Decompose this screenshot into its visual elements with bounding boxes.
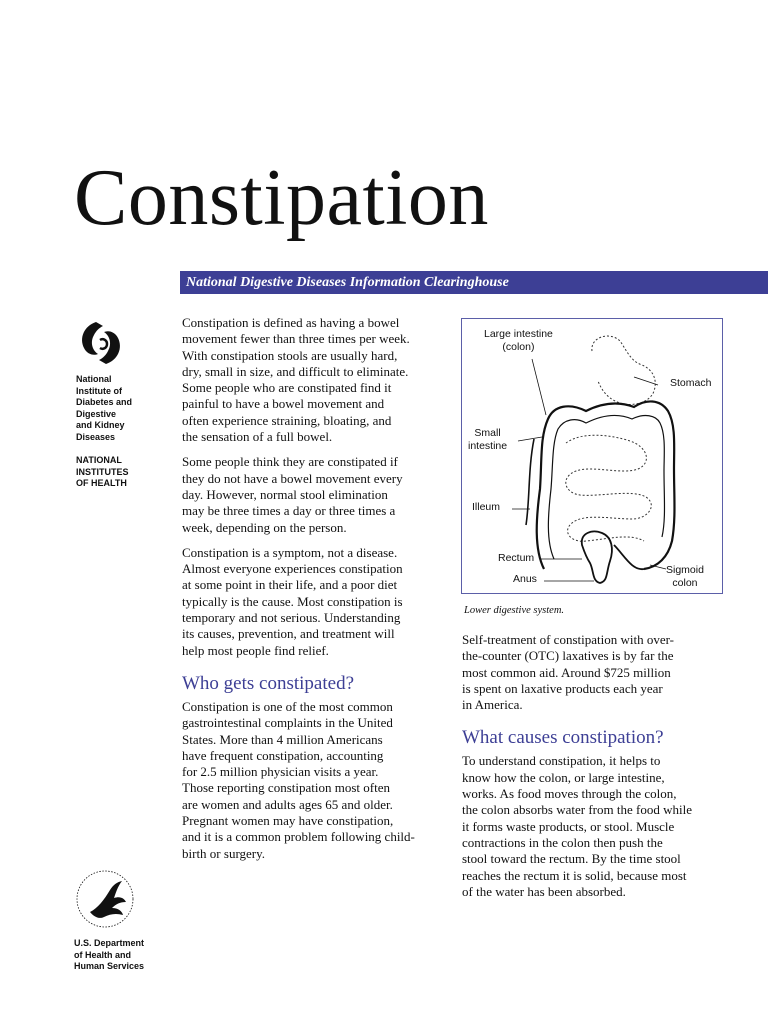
figure-caption: Lower digestive system. [464,605,565,616]
small-intestine-loops [566,435,651,541]
label-rectum: Rectum [498,552,535,564]
what-causes-text: To understand constipation, it helps to know how the colon, or large intestine, works. As food moves through the colon, the colon absorbs water from the food while it forms waste products, or stool. Muscle contractions in the colon then push the stool toward the rectum. By the time stool reaches the rectum it is solid, because most of the water has been absorbed. [462,753,692,899]
hhs-eagle-seal-icon [74,868,136,930]
sidebar-hhs [74,868,169,973]
rectum-outline [582,532,612,584]
label-sigmoid-colon: Sigmoid colon [666,564,704,589]
who-gets-constipated-heading: Who gets constipated? [182,672,355,694]
stomach-outline [592,336,655,404]
label-stomach: Stomach [670,377,712,389]
main-column-right [462,632,732,909]
nih-name: NATIONAL INSTITUTES OF HEALTH [76,455,129,488]
what-causes-heading: What causes constipation? [462,727,664,749]
intro-paragraph-2: Some people think they are constipated if they do not have a bowel movement every day. However, normal stool elimination may be three times a day or three times a week, depending on the person. [182,454,403,535]
who-gets-constipated-text: Constipation is one of the most common gastrointestinal complaints in the United States. More than 4 million Americans have frequent constipation, accounting for 2.5 million physician visits a year. Those reporting constipation most often are women and adults ages 65 and older. Pregnant women may have constipation, and it is a common problem following child- birth or surgery. [182,698,415,861]
intro-paragraph-1: Constipation is defined as having a bowel movement fewer than three times per week. With constipation stools are usually hard, dry, small in size, and difficult to eliminate. Some people who are constipated find it painful to have a bowel movement and often experience straining, bloating, and the sensation of a full bowel. [182,315,410,445]
intro-paragraph-3: Constipation is a symptom, not a disease. Almost everyone experiences constipation at some point in their life, and a poor diet typically is the cause. Most constipation is temporary and not serious. Understanding its causes, prevention, and treatment will help most people find relief. [182,544,403,658]
niddk-swirl-logo-icon [76,318,126,368]
sigmoid-link [614,545,644,569]
otc-laxatives-text: Self-treatment of constipation with over- the-counter (OTC) laxatives is by far the most common aid. Around $725 million is spent on laxative products each year in America. [462,632,675,713]
illeum-tube [526,439,534,525]
colon-inner [548,416,664,559]
clearinghouse-banner: National Digestive Diseases Information Clearinghouse [180,271,768,294]
label-large-intestine: Large intestine (colon) [484,328,553,353]
sidebar-niddk [76,318,171,490]
niddk-name: National Institute of Diabetes and Digestive and Kidney Diseases [76,374,133,442]
label-anus: Anus [513,573,537,585]
main-column-left [182,315,447,871]
hhs-name: U.S. Department of Health and Human Services [74,938,145,971]
page-title: Constipation [74,154,489,242]
label-illeum: Illeum [472,501,501,513]
label-small-intestine: Small intestine [468,427,508,452]
digestive-system-figure [461,318,723,594]
colon-outline [537,401,675,569]
